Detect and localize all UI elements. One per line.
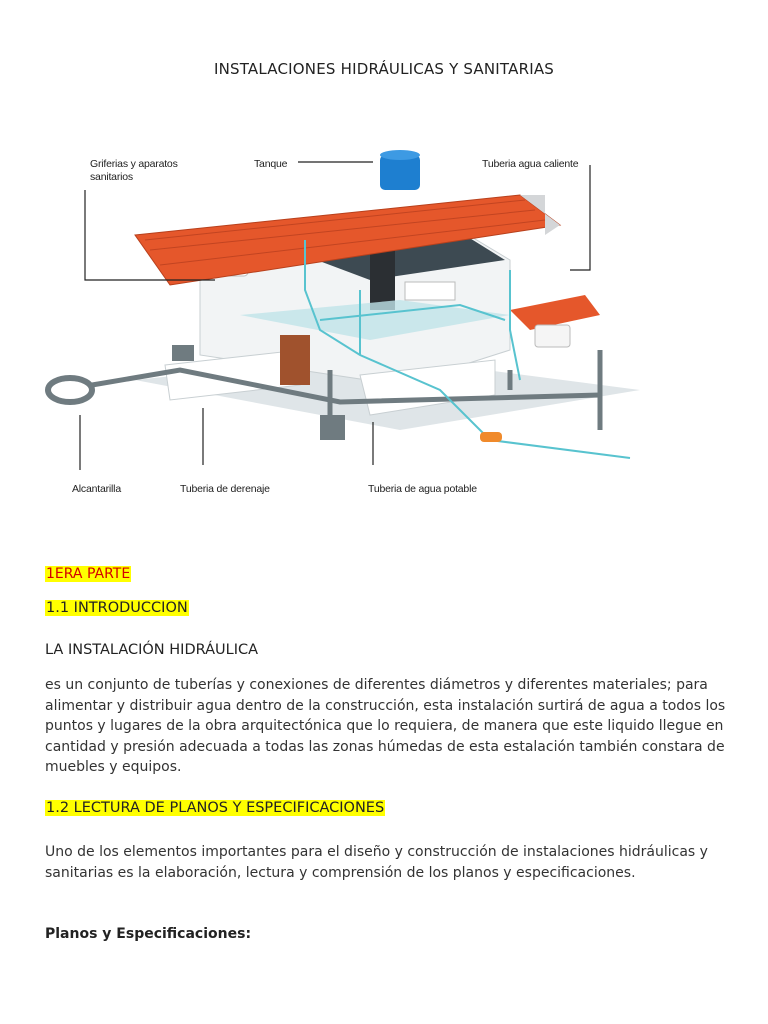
drain-box [320, 415, 345, 440]
section-1-2-heading: 1.2 LECTURA DE PLANOS Y ESPECIFICACIONES [46, 800, 385, 816]
sewer-manhole [48, 378, 92, 402]
label-alcantarilla: Alcantarilla [72, 483, 121, 495]
document-title: INSTALACIONES HIDRÁULICAS Y SANITARIAS [213, 60, 555, 78]
planos-heading: Planos y Especificaciones: [45, 926, 252, 942]
water-tank [380, 155, 420, 190]
paragraph-planos: Uno de los elementos importantes para el diseño y construcción de instalaciones hidráulicas y sanitarias es la elaboración, lectura y comprensión de los planos y especificaciones. [45, 844, 708, 881]
water-meter [480, 432, 502, 442]
drain-box-left [172, 345, 194, 361]
car [535, 325, 570, 347]
house-illustration-svg [40, 140, 640, 510]
label-griferias-line2: sanitarios [90, 171, 133, 183]
paragraph-intro: es un conjunto de tuberías y conexiones de diferentes diámetros y diferentes materiales; para alimentar y distribuir agua dentro de la construcción, esta instalación surtirá de agua a todos los puntos y lugares de la obra arquitectónica que lo requiera, de manera que este liquido llegue en cantidad y presión adecuada a todas las zonas húmedas de esta estalación también constara de muebles y equipos. [45, 677, 726, 776]
section-1-1-heading: 1.1 INTRODUCCION [46, 600, 188, 616]
subheading-instalacion-hidraulica: LA INSTALACIÓN HIDRÁULICA [45, 642, 259, 658]
part-label: 1ERA PARTE [46, 566, 131, 582]
door [280, 335, 310, 385]
label-agua-potable: Tuberia de agua potable [368, 483, 477, 495]
sofa [405, 282, 455, 300]
house-plumbing-illustration [40, 140, 640, 510]
label-drenaje: Tuberia de derenaje [180, 483, 270, 495]
label-agua-caliente: Tuberia agua caliente [482, 158, 579, 170]
water-tank-top [380, 150, 420, 160]
label-griferias: Griferias y aparatos [90, 158, 178, 170]
label-tanque: Tanque [254, 158, 288, 170]
